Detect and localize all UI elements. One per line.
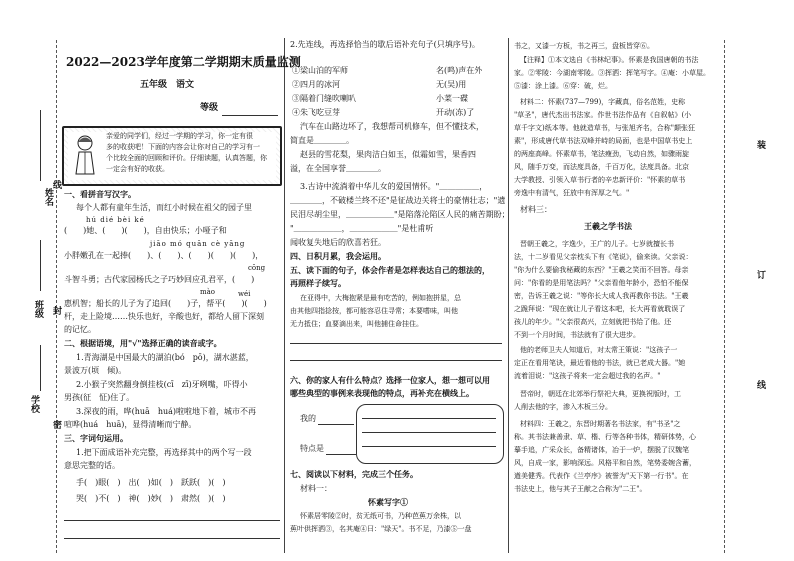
notice-line-1: 亲爱的同学们，经过一学期的学习，你一定有很 (106, 132, 253, 140)
notes-line-2: 家。②零陵：今湖南零陵。③挥洒：挥笔写字。④庵：小草屋。 (514, 69, 710, 77)
material3-line-7: 孩儿的年少。"父亲很高兴，立刻就把书给了他。还 (514, 318, 672, 326)
material3-line-10: 定正在看用笔诀，最近看他的书法，就已老成大器。"她 (514, 359, 686, 367)
s2-line-6[interactable]: 喧哗(huá huā)，显得清晰而宁静。 (64, 420, 197, 429)
section5-sub: 再照样子续写。 (290, 278, 346, 288)
section3-title: 三、字词句运用。 (64, 433, 128, 443)
name-label: 姓名 (43, 188, 53, 206)
section7-title: 七、阅读以下材料，完成三个任务。 (290, 469, 418, 479)
binding-mark-1: 线 (51, 180, 61, 189)
q2-line-1: 汽车在山路边坏了，我想帮司机修车，但不懂技术， (300, 122, 484, 131)
s2-line-3[interactable]: 2.小猴子突然翻身倒挂枝(cī zī)牙咧嘴，吓得小 (76, 380, 248, 389)
exam-subtitle: 五年级 语文 (140, 80, 195, 90)
column-divider-1 (284, 38, 285, 553)
binding-line-left (56, 40, 57, 553)
notice-box (62, 126, 282, 186)
grade-blank[interactable] (222, 115, 278, 116)
s3-intro-1: 1.把下面成语补充完整，再选择其中的两个写一段 (76, 448, 252, 457)
school-label: 学校 (29, 395, 39, 413)
material2-line-7: 大学教授、引领入草书行者的辛忠新评价："怀素的草书 (514, 176, 686, 184)
s1-pinyin-2: jiāo mó quān cè yāng (150, 240, 246, 248)
material1-line-3: 书之，又漆一方板，书之再三，盘板皆穿⑥。 (514, 42, 654, 50)
q2-right-4[interactable]: 开动(冻)了 (436, 108, 475, 117)
material3-line-3: "你为什么要偷我秘藏的东西？"王羲之笑而不回答。母亲 (514, 266, 689, 274)
material3-line-6: 之跪拜说："现在就让儿子看这本吧，长大再看就耽误了 (514, 305, 686, 313)
material3-line-12: 晋帝时，朝廷在北郊举行祭祀大典，更换祝版时，工 (520, 390, 681, 398)
material4-line-1: 材料四：王羲之，东晋时期著名书法家，有"书圣"之 (520, 420, 681, 428)
s1-pinyin-1: hú dié bèi ké (86, 216, 145, 224)
material2-line-3: 草千字文)纸本等。他就造草书，与张旭齐名，合称"颠张狂 (514, 124, 695, 132)
s2-line-1[interactable]: 1.青海湖是中国最大的湖泊(bó pō)，湖水湛蓝， (76, 353, 254, 362)
s1-line-4: 斗智斗勇；古代家园杨氏之子巧妙回应孔君平，( ) (64, 275, 255, 284)
binding-line-right (724, 40, 725, 553)
q3-line-4: 闻收复失地后的欣喜若狂。 (290, 238, 386, 247)
grade-label: 等级 (200, 103, 219, 113)
idiom-row-2[interactable]: 哭( )不( ) 神( )妙( ) 肃然( )( ) (76, 494, 226, 503)
s1-line-5: 惠机智；船长的儿子为了追回( )子，帮平( )( ) (64, 299, 267, 308)
section2-title: 二、根据语境，用"√"选择正确的读音或字。 (64, 338, 222, 348)
s5-line-2: 由其他四指捻按，都可能容忍住寻常；本要嗜味，叫他 (290, 307, 458, 315)
section4-title: 四、日积月累，我会运用。 (290, 251, 386, 261)
material3-line-8: 不到一个月时间，书法就有了很大进步。 (514, 331, 640, 339)
binding-mark-3: 密 (51, 420, 61, 429)
material2-line-4: 素"，形成唐代草书法双峰并峙的局面，也是中国草书史上 (514, 137, 693, 145)
q3-title: 3.古诗中流淌着中华儿女的爱国情怀。"＿＿＿＿＿， (300, 182, 488, 191)
s1-line-2: ( )她、( )( )，自由快乐；小哑子和 (64, 226, 227, 235)
s1-line-7: 的记忆。 (64, 325, 96, 334)
q3-line-2[interactable]: 民泪尽胡尘里，＿＿＿＿＿＿"是陷落沦陷区人民的痛苦期盼； (290, 210, 510, 219)
s6-trait-blank[interactable] (326, 454, 356, 455)
notes-line-3: ⑤漆：涂上漆。⑥穿：破，烂。 (514, 82, 612, 90)
q2-right-1[interactable]: 名(鸣)声在外 (436, 66, 483, 75)
s5-line-1: 在亚得中，大梅抱紧是最有吃苦的，例如抱拼星，总 (300, 294, 461, 302)
notice-line-3: 个比较全面的回顾和评价。仔细读题，认真答题，你 (106, 154, 267, 162)
q2-left-2[interactable]: ②四月的冰河 (292, 80, 340, 89)
material3-line-9: 他的老师卫夫人知道后，对太常王策说："这孩子一 (520, 346, 678, 354)
notice-line-2: 多的收获吧！下面的内容会让你对自己的学习有一 (106, 143, 260, 151)
binding-mark-right-2: 订 (755, 270, 765, 279)
material2-line-5: 的两座高峰。怀素草书，笔法瘦劲，飞动自然，如骤雨旋 (514, 150, 689, 158)
class-blank[interactable] (40, 240, 41, 291)
s3-writing-line-2[interactable] (64, 538, 280, 539)
material4-line-5: 遒美健秀。代表作《兰亭序》被誉为"天下第一行书"。在 (514, 472, 689, 480)
q2-line-3: 赵县的雪花梨，果肉洁白如玉，似霜如雪，果香四 (300, 150, 476, 159)
s1-pinyin-3: cōng (248, 264, 266, 272)
s5-answer-line-1[interactable] (290, 343, 502, 344)
binding-mark-2: 封 (51, 306, 61, 315)
idiom-row-1[interactable]: 手( )眼( ) 出( )如( ) 跃跃( )( ) (76, 478, 226, 487)
s3-writing-line-1[interactable] (64, 520, 280, 521)
section5-title: 五、读下面的句子，体会作者是怎样表达自己的想法的， (290, 265, 490, 275)
binding-mark-right-3: 线 (755, 380, 765, 389)
q2-title: 2.先连线，再选择恰当的歇后语补充句子(只填序号)。 (290, 40, 480, 49)
material3-line-1: 晋朝王羲之，字逸少，王广的儿子。七岁就擅长书 (520, 240, 674, 248)
material1-label: 材料一： (300, 484, 332, 493)
material3-line-13: 人削去他的字，渗入木板三分。 (514, 403, 612, 411)
material2-line-6: 风，随手万变，而法度具备，千百万化，法度具备。北京 (514, 163, 689, 171)
q2-left-1[interactable]: ①梁山泊的军师 (292, 66, 348, 75)
section1-title: 一、看拼音写汉字。 (64, 189, 136, 199)
q2-line-2: 简直是＿＿＿＿。 (290, 136, 354, 145)
s1-line-1: 每个人都有童年生活，而红小时候在祖父的园子里 (76, 203, 252, 212)
q2-right-3[interactable]: 小菜一碟 (436, 94, 468, 103)
teacher-icon (70, 134, 100, 178)
q2-left-3[interactable]: ③隔着门缝吹喇叭 (292, 94, 356, 103)
class-label: 班级 (33, 300, 43, 318)
material3-label: 材料三： (520, 205, 552, 214)
s6-family-blank[interactable] (318, 424, 354, 425)
notes-line-1: 【注释】①本文选自《书林纪事》。怀素是我国唐朝的书法 (520, 56, 699, 64)
q2-right-2[interactable]: 无(吴)用 (436, 80, 467, 89)
q2-line-4: 溢，在全国享誉＿＿＿＿。 (290, 164, 386, 173)
s3-intro-2: 意思完整的话。 (64, 461, 120, 470)
s1-pinyin-5: wéi (238, 290, 251, 298)
material1-line-1: 怀素居零陵②时，贫无纸可书，乃种芭蕉万余株，以 (300, 512, 461, 520)
s6-my-label: 我的 (300, 414, 316, 423)
s6-line-1: 哪些典型的事例来表现他的特点，再补充在横线上。 (290, 388, 474, 398)
material2-line-8: 旁逸中有清气，狂放中有浑厚之气。" (514, 189, 630, 197)
column-divider-2 (508, 38, 509, 553)
material1-title: 怀素写字① (368, 497, 408, 507)
s1-line-6: 杆，走上险境……快乐也好，辛酸也好，都给人留下深刻 (64, 312, 264, 321)
s1-line-3: 小胖嫩孔在一起捧( )、( )、( )( )( )， (64, 251, 264, 260)
material3-line-2: 法，十二岁看见父亲枕头下有《笔说》，偷来读。父亲说： (514, 253, 693, 261)
s6-line-b[interactable] (362, 432, 496, 433)
binding-mark-right-1: 装 (755, 140, 765, 149)
s2-line-2[interactable]: 景波万(顷 倾)。 (64, 366, 127, 375)
material2-line-2: "草圣"，唐代杰出书法家。作世书法作品有《自叙帖》(小 (514, 111, 692, 119)
s5-line-3: 无力抵住；血要滴出来，叫他捕住命挂住。 (290, 320, 423, 328)
s1-pinyin-4: mào (200, 288, 216, 296)
school-blank[interactable] (40, 345, 41, 391)
material4-line-6: 书法史上，他与其子王献之合称为"二王"。 (514, 485, 647, 493)
notice-line-4: 一定会有好的收获。 (106, 165, 169, 173)
s6-line-a[interactable] (362, 418, 496, 419)
name-blank[interactable] (40, 110, 41, 181)
q3-line-3[interactable]: "＿＿＿＿＿＿，＿＿＿＿＿＿"是杜甫听 (290, 224, 434, 233)
material4-line-3: 摹手追，广采众长，备精诸体，冶于一炉，摆脱了汉魏笔 (514, 446, 689, 454)
s2-line-5[interactable]: 3.深夜的雨，哗(huā huá)啦啦地下着，城市不再 (76, 407, 257, 416)
q3-line-1[interactable]: ＿＿＿＿，不破楼兰终不还"是征战边关将士的豪情壮志；"遗 (290, 196, 506, 205)
section6-title: 六、你的家人有什么特点？选择一位家人，想一想可以用 (290, 375, 490, 385)
material4-line-4: 风，自成一家，影响深远。风格平和自然，笔势委婉含蓄， (514, 459, 696, 467)
exam-title: 2022—2023学年度第二学期期末质量监测 (66, 55, 301, 69)
material2-line-1: 材料二：怀素(737—799)，字藏真，俗名范姓，史称 (520, 98, 686, 106)
material4-line-2: 称。其书法兼善隶、草、楷、行等各种书体，精研体势，心 (514, 433, 696, 441)
s6-trait-label: 特点是 (300, 444, 324, 453)
material3-line-4: 问："你看的是用笔法吗？"父亲看他年龄小，恐怕不能保 (514, 279, 689, 287)
q2-left-4[interactable]: ④朱飞吃豆芽 (292, 108, 340, 117)
material3-title: 王羲之学书法 (584, 221, 632, 231)
s6-line-c[interactable] (362, 446, 496, 447)
material3-line-5: 密，告诉王羲之说："等你长大成人我再教你书法。"王羲 (514, 292, 689, 300)
s2-line-4[interactable]: 男孩(征 怔)住了。 (64, 393, 135, 402)
s6-example-box[interactable] (356, 404, 504, 464)
material3-line-11: 流着泪说："这孩子将来一定会超过我的名声。" (514, 372, 661, 380)
s5-answer-line-2[interactable] (290, 360, 502, 361)
material1-line-2: 蕉叶供挥洒③，名其庵④曰："绿天"。书不足，乃漆⑤一盘 (290, 525, 472, 533)
